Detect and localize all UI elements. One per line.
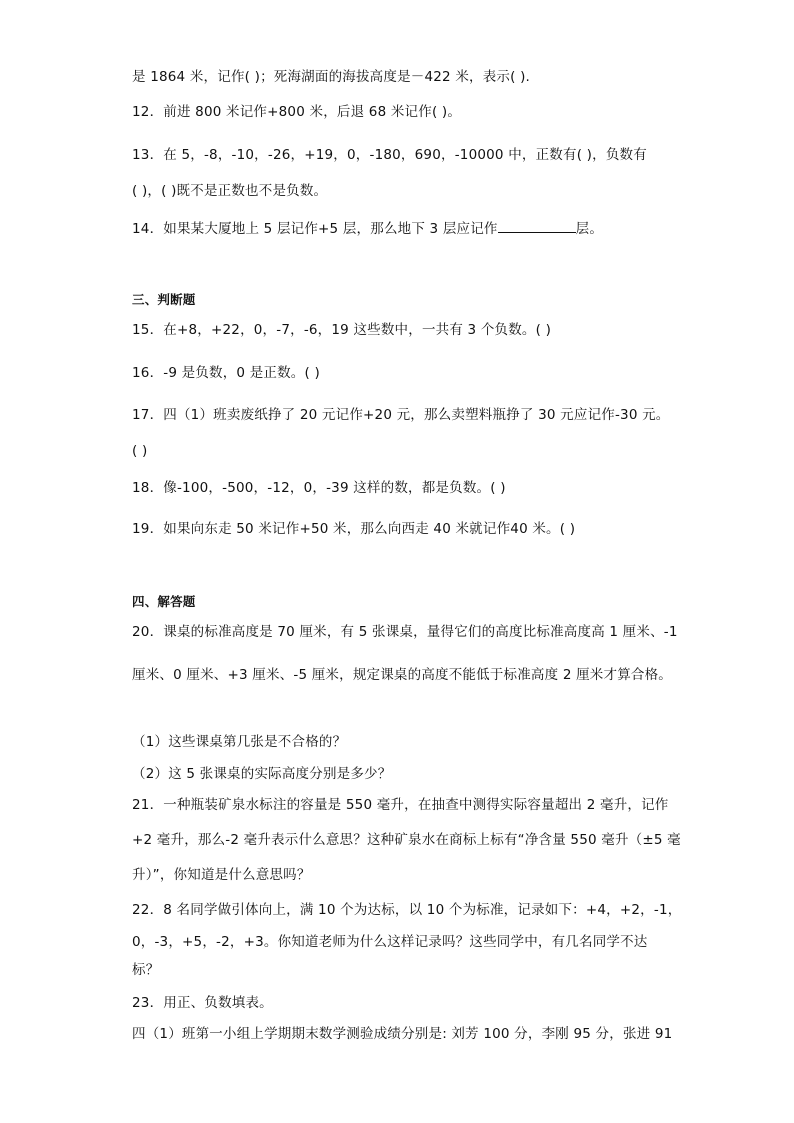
section-heading-answer: 四、解答题	[132, 594, 196, 609]
question-22: 22．8 名同学做引体向上，满 10 个为达标，以 10 个为标准，记录如下：+4，+2，-1，	[132, 902, 682, 918]
question-21-cont: +2 毫升，那么-2 毫升表示什么意思？这种矿泉水在商标上标有“净含量 550 毫升（±5 毫	[132, 832, 681, 848]
question-14	[132, 218, 603, 239]
question-13: 13．在 5，-8，-10，-26，+19，0，-180，690，-10000 中，正数有( )，负数有	[132, 147, 647, 163]
question-20-cont: 厘米、0 厘米、+3 厘米、-5 厘米，规定课桌的高度不能低于标准高度 2 厘米才算合格。	[132, 667, 672, 683]
question-14-text: 14．如果某大厦地上 5 层记作+5 层，那么地下 3 层应记作	[132, 221, 498, 237]
question-20-part-1: （1）这些课桌第几张是不合格的？	[132, 734, 347, 750]
question-22-cont: 0，-3，+5，-2，+3。你知道老师为什么这样记录吗？这些同学中，有几名同学不达	[132, 934, 648, 950]
question-23-cont: 四（1）班第一小组上学期期末数学测验成绩分别是: 刘芳 100 分，李刚 95 分，张进 91	[132, 1026, 673, 1042]
question-17-cont: ( )	[132, 443, 148, 459]
question-14-suffix: 层。	[575, 221, 604, 237]
question-17: 17．四（1）班卖废纸挣了 20 元记作+20 元，那么卖塑料瓶挣了 30 元应记作-30 元。	[132, 407, 670, 423]
question-21: 21．一种瓶装矿泉水标注的容量是 550 毫升，在抽查中测得实际容量超出 2 毫升，记作	[132, 797, 669, 813]
section-heading-judgment: 三、判断题	[132, 292, 196, 307]
question-21-cont: 升）”，你知道是什么意思吗？	[132, 867, 311, 883]
question-18: 18．像-100，-500，-12，0，-39 这样的数，都是负数。( )	[132, 480, 506, 496]
question-16: 16．-9 是负数，0 是正数。( )	[132, 365, 320, 381]
question-20: 20．课桌的标准高度是 70 厘米，有 5 张课桌，量得它们的高度比标准高度高 1 厘米、-1	[132, 624, 678, 640]
answer-blank	[498, 218, 576, 233]
question-22-cont: 标？	[132, 962, 160, 978]
question-23: 23．用正、负数填表。	[132, 995, 273, 1011]
question-15: 15．在+8，+22，0，-7，-6，19 这些数中，一共有 3 个负数。( )	[132, 322, 552, 338]
question-20-part-2: （2）这 5 张课桌的实际高度分别是多少？	[132, 766, 392, 782]
question-13-cont: ( )，( )既不是正数也不是负数。	[132, 183, 328, 199]
question-19: 19．如果向东走 50 米记作+50 米，那么向西走 40 米就记作40 米。( )	[132, 521, 576, 537]
text-line: 是 1864 米，记作( )；死海湖面的海拔高度是－422 米，表示( ).	[132, 69, 531, 85]
question-12: 12．前进 800 米记作+800 米，后退 68 米记作( )。	[132, 104, 462, 120]
